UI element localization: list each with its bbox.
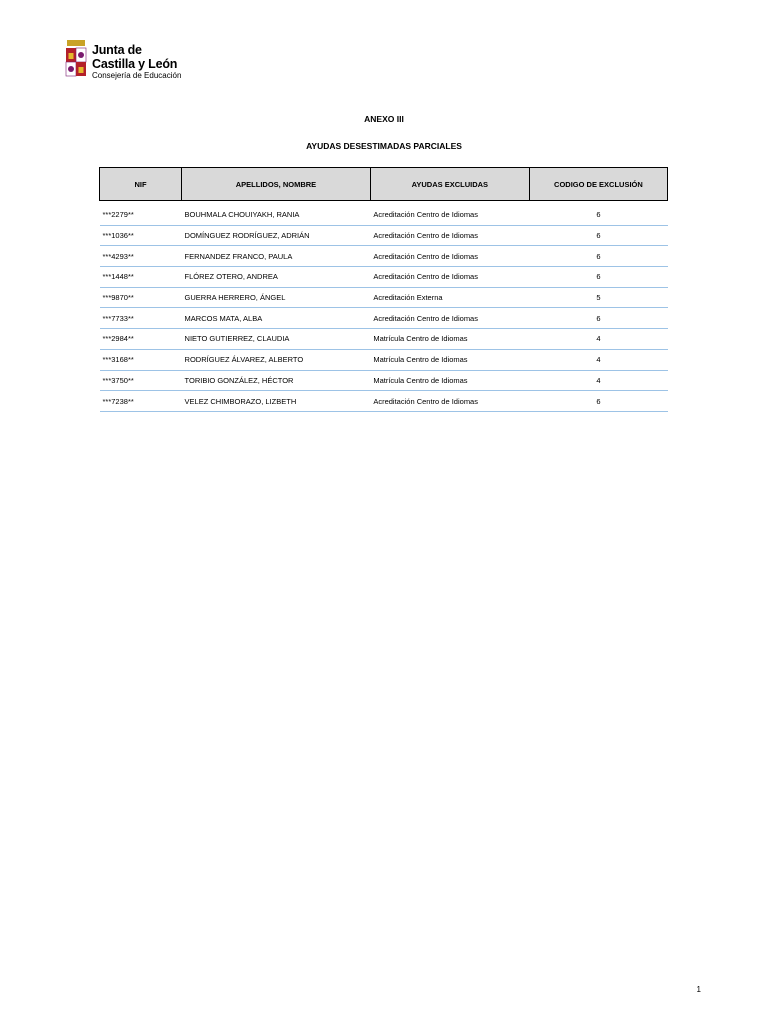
table-row [100, 349, 668, 370]
cell-aid: Acreditación Centro de Idiomas [370, 308, 529, 329]
cell-nif: ***3750** [100, 370, 182, 391]
cell-nif: ***3168** [100, 349, 182, 370]
cell-nif: ***1448** [100, 267, 182, 288]
cell-aid: Acreditación Centro de Idiomas [370, 225, 529, 246]
cell-code: 6 [529, 308, 667, 329]
cell-nif: ***2984** [100, 329, 182, 350]
cell-name: BOUHMALA CHOUIYAKH, RANIA [182, 205, 371, 225]
logo-line-3: Consejería de Educación [92, 71, 182, 80]
table-row [100, 287, 668, 308]
table-row [100, 225, 668, 246]
cell-name: VELEZ CHIMBORAZO, LIZBETH [182, 391, 371, 412]
cell-code: 6 [529, 205, 667, 225]
table-row [100, 205, 668, 225]
cell-name: MARCOS MATA, ALBA [182, 308, 371, 329]
logo-wordmark [92, 44, 181, 80]
cell-nif: ***7733** [100, 308, 182, 329]
table-row [100, 308, 668, 329]
cell-code: 4 [529, 329, 667, 350]
page-number: 1 [696, 985, 701, 994]
cell-code: 4 [529, 370, 667, 391]
table-row [100, 329, 668, 350]
cell-aid: Acreditación Centro de Idiomas [370, 246, 529, 267]
cell-aid: Acreditación Centro de Idiomas [370, 267, 529, 288]
cell-aid: Matrícula Centro de Idiomas [370, 370, 529, 391]
cell-nif: ***7238** [100, 391, 182, 412]
cell-name: FERNANDEZ FRANCO, PAULA [182, 246, 371, 267]
cell-aid: Acreditación Centro de Idiomas [370, 205, 529, 225]
cell-aid: Matrícula Centro de Idiomas [370, 329, 529, 350]
cell-name: RODRÍGUEZ ÁLVAREZ, ALBERTO [182, 349, 371, 370]
table-row [100, 267, 668, 288]
cell-code: 4 [529, 349, 667, 370]
cell-name: NIETO GUTIERREZ, CLAUDIA [182, 329, 371, 350]
cell-code: 6 [529, 391, 667, 412]
logo-line-2: Castilla y León [92, 56, 178, 71]
cell-aid: Matrícula Centro de Idiomas [370, 349, 529, 370]
table-header-row [100, 168, 668, 201]
table-row [100, 246, 668, 267]
cell-aid: Acreditación Centro de Idiomas [370, 391, 529, 412]
cell-nif: ***1036** [100, 225, 182, 246]
cell-name: FLÓREZ OTERO, ANDREA [182, 267, 371, 288]
cell-aid: Acreditación Externa [370, 287, 529, 308]
coat-of-arms-icon [64, 40, 88, 80]
cell-nif: ***2279** [100, 205, 182, 225]
exclusions-table [99, 167, 668, 412]
cell-nif: ***9870** [100, 287, 182, 308]
cell-code: 6 [529, 246, 667, 267]
cell-name: GUERRA HERRERO, ÁNGEL [182, 287, 371, 308]
table-row [100, 391, 668, 412]
cell-name: DOMÍNGUEZ RODRÍGUEZ, ADRIÁN [182, 225, 371, 246]
logo-line-1: Junta de [92, 43, 142, 57]
annex-subtitle: AYUDAS DESESTIMADAS PARCIALES [306, 141, 462, 151]
annex-title: ANEXO III [364, 114, 404, 124]
column-header-name: APELLIDOS, NOMBRE [182, 168, 371, 201]
cell-code: 6 [529, 267, 667, 288]
column-header-exclusion-code: CODIGO DE EXCLUSIÓN [529, 168, 667, 201]
table-row [100, 370, 668, 391]
cell-code: 6 [529, 225, 667, 246]
cell-code: 5 [529, 287, 667, 308]
column-header-excluded-aid: AYUDAS EXCLUIDAS [370, 168, 529, 201]
cell-nif: ***4293** [100, 246, 182, 267]
column-header-nif: NIF [100, 168, 182, 201]
cell-name: TORIBIO GONZÁLEZ, HÉCTOR [182, 370, 371, 391]
institution-logo [64, 40, 204, 88]
